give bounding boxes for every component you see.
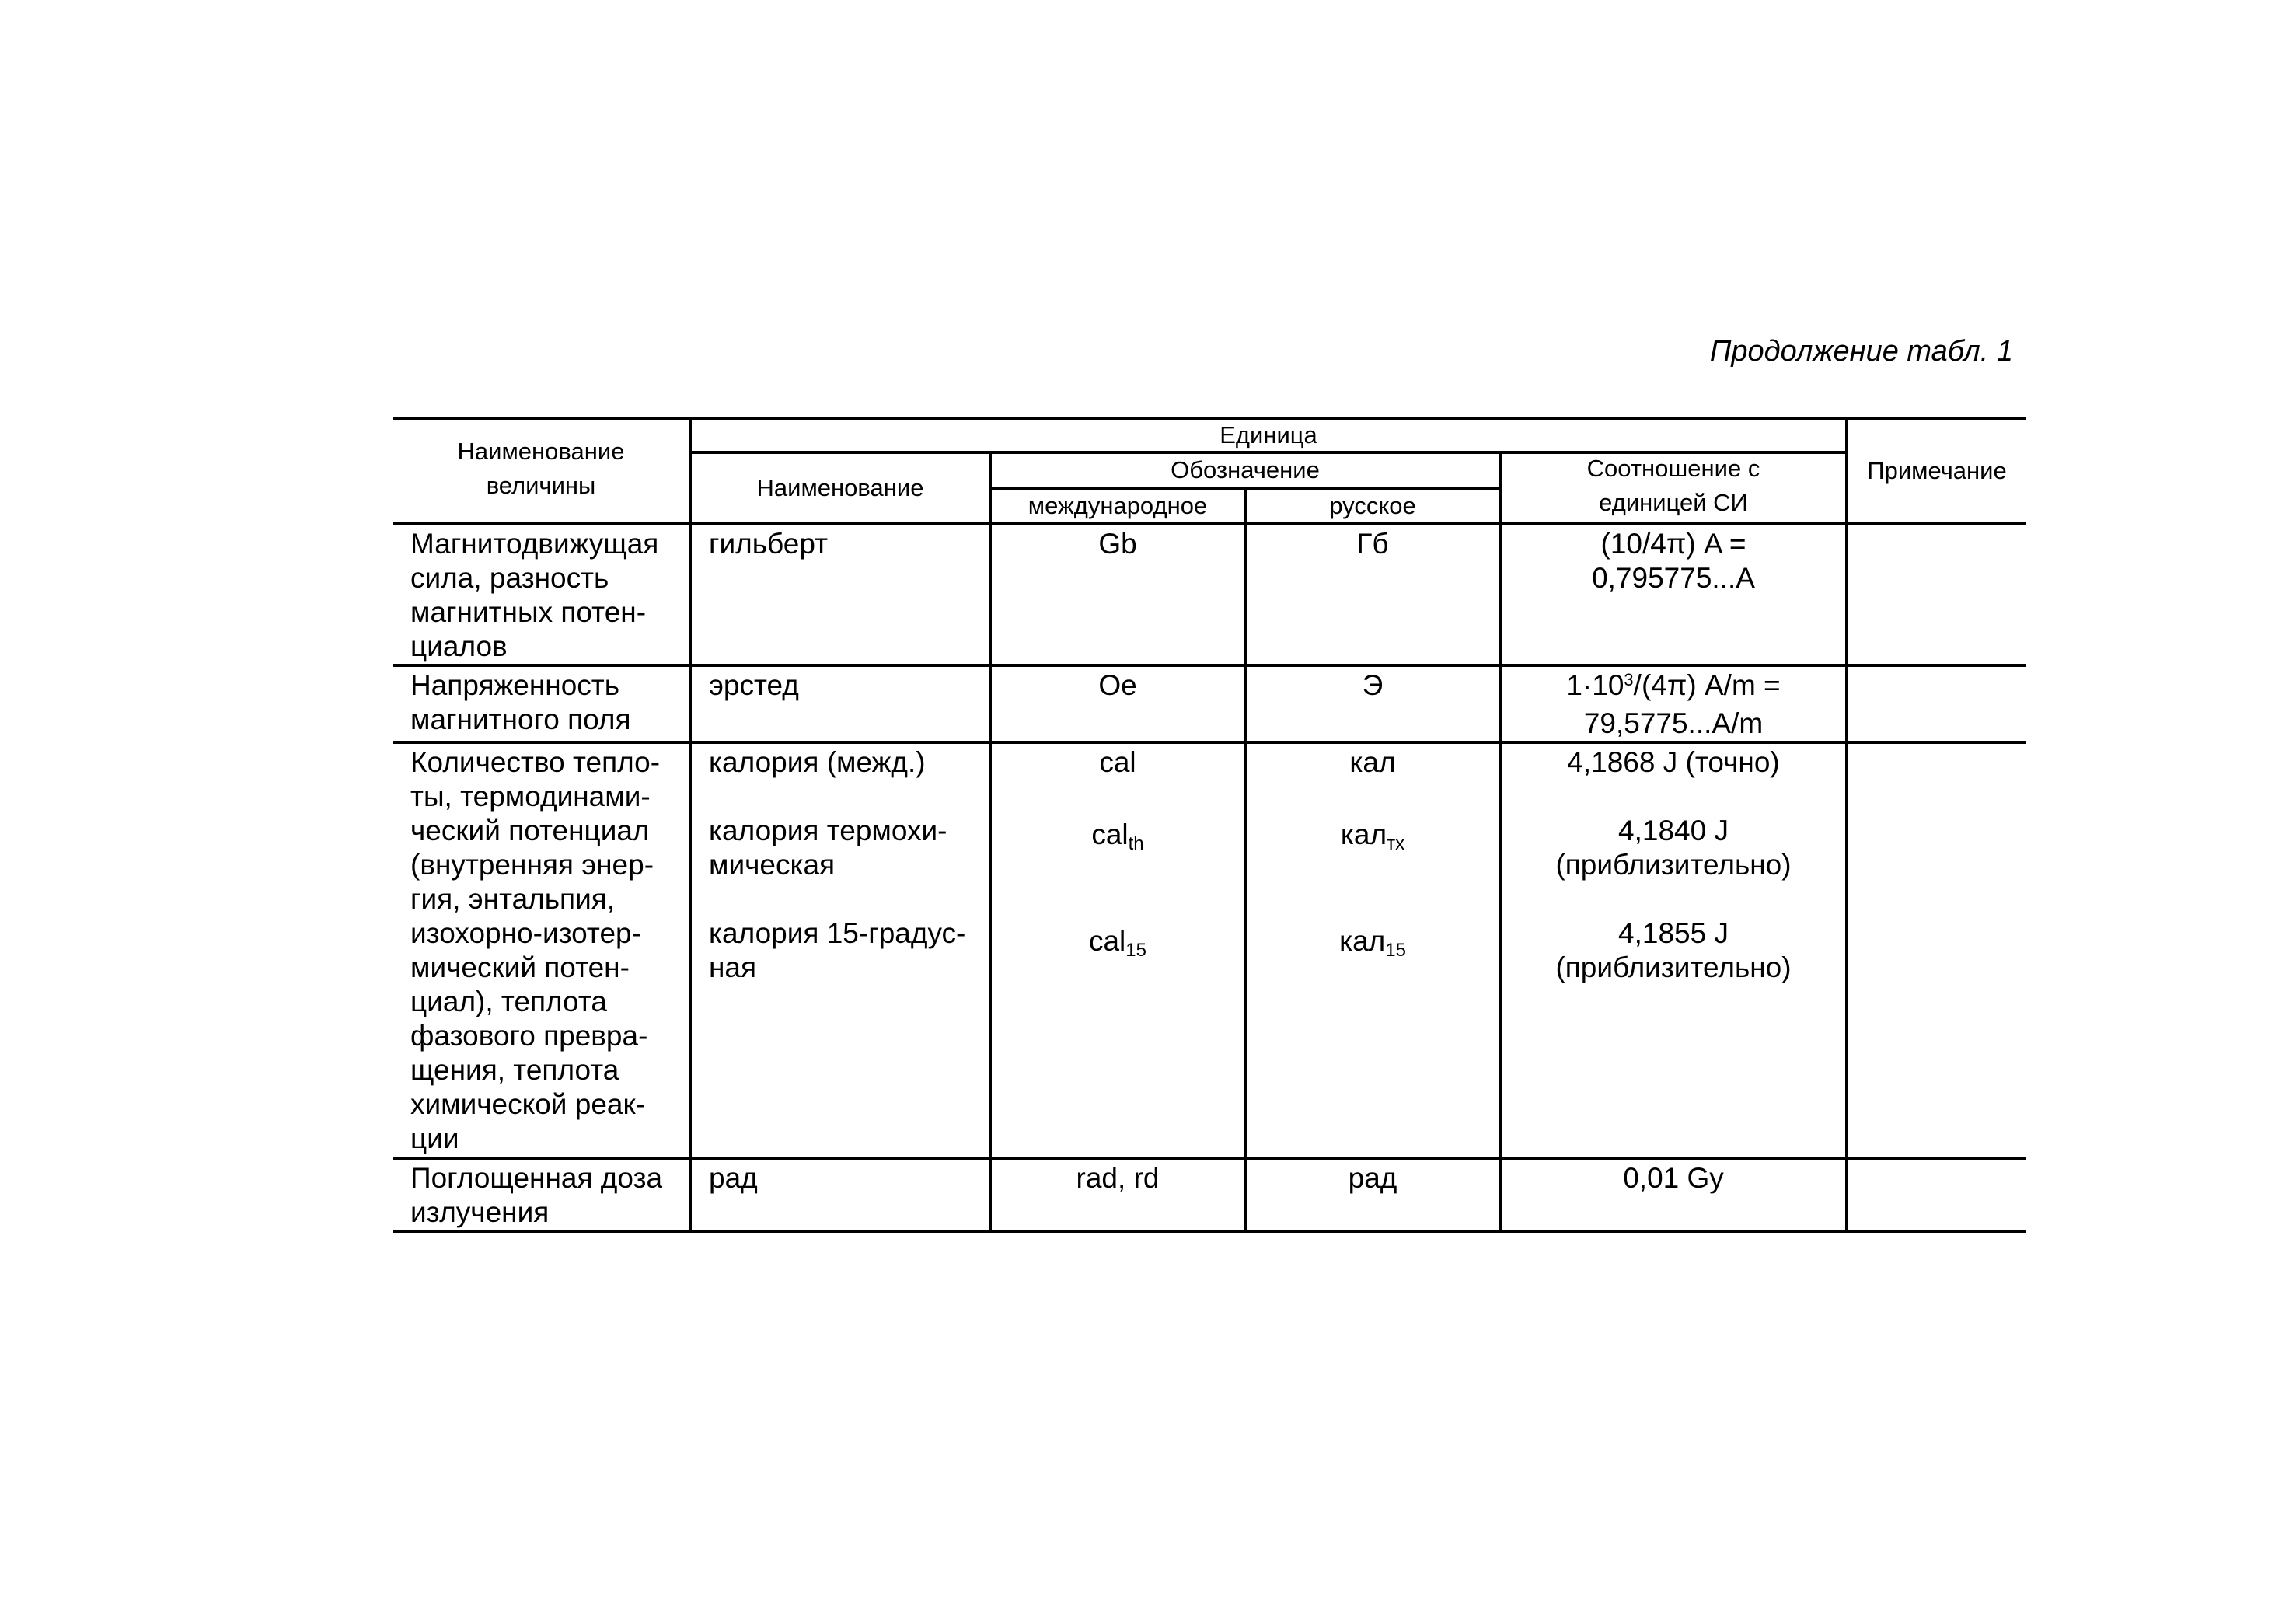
si-relation-cell: 0,01 Gy: [1500, 1158, 1847, 1231]
header-russian: русское: [1245, 488, 1500, 524]
header-unit-name: Наименование: [690, 452, 990, 524]
unit-name-cell: эрстед: [690, 665, 990, 742]
unit-name-cell: рад: [690, 1158, 990, 1231]
intl-symbol-cell: cal calth cal15: [990, 742, 1245, 1158]
note-cell: [1847, 742, 2026, 1158]
table-body: [393, 524, 2026, 1231]
note-cell: [1847, 1158, 2026, 1231]
quantity-cell: Напряженность магнитного поля: [393, 665, 690, 742]
table-header: [393, 418, 2026, 524]
rus-symbol-cell: Э: [1245, 665, 1500, 742]
table-row: [393, 524, 2026, 665]
intl-symbol-cell: Oe: [990, 665, 1245, 742]
table-row: [393, 1158, 2026, 1231]
quantity-cell: Магнитодвижущая сила, разность магнитных потен- циалов: [393, 524, 690, 665]
header-designation: Обозначение: [990, 452, 1500, 488]
rus-symbol-cell: рад: [1245, 1158, 1500, 1231]
header-unit: Единица: [690, 418, 1847, 452]
header-international: международное: [990, 488, 1245, 524]
header-note: Примечание: [1847, 418, 2026, 524]
table-row: [393, 665, 2026, 742]
rus-symbol-cell: Гб: [1245, 524, 1500, 665]
header-quantity-name: Наименование величины: [393, 418, 690, 524]
quantity-cell: Поглощенная доза излучения: [393, 1158, 690, 1231]
si-relation-cell: $1\cdot 10^3/(4\pi) A/m$ = 79,5775...A/m: [1500, 665, 1847, 742]
intl-symbol-cell: rad, rd: [990, 1158, 1245, 1231]
note-cell: [1847, 524, 2026, 665]
table-caption: Продолжение табл. 1: [1709, 335, 2013, 368]
unit-name-cell: калория (межд.) калория термохи- мическая калория 15-градус- ная: [690, 742, 990, 1158]
note-cell: [1847, 665, 2026, 742]
header-si-relation: Соотношение с единицей СИ: [1500, 452, 1847, 524]
table-row: [393, 742, 2026, 1158]
si-relation-cell: (10/4π) A = 0,795775...A: [1500, 524, 1847, 665]
quantity-cell: Количество тепло- ты, термодинами- ческий потенциал (внутренняя энер- гия, энтальпия, изохорно-изотер- мический потен- циал), теплота фазового превра- щения, теплота химической реак- ции: [393, 742, 690, 1158]
si-relation-cell: 4,1868 J (точно) 4,1840 J (приблизительно) 4,1855 J (приблизительно): [1500, 742, 1847, 1158]
units-table: [393, 417, 2026, 1233]
unit-name-cell: гильберт: [690, 524, 990, 665]
rus-symbol-cell: кал калтх кал15: [1245, 742, 1500, 1158]
intl-symbol-cell: Gb: [990, 524, 1245, 665]
